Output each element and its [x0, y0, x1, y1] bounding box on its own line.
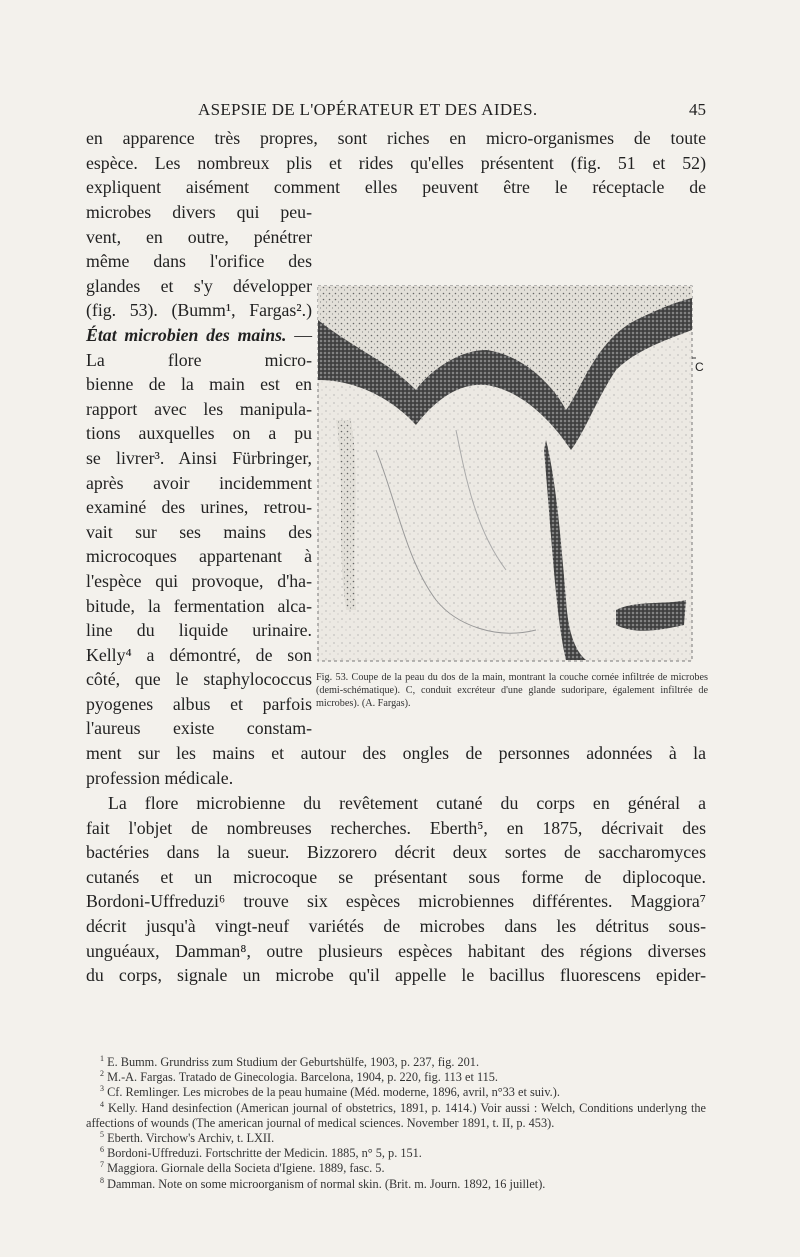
paragraph-3	[86, 791, 706, 988]
text-line: microcoques appartenant à	[86, 546, 312, 567]
text-line: pyogenes albus et parfois	[86, 693, 312, 714]
text-line: du corps, signale un microbe qu'il appelle le bacillus fluorescens epider-	[86, 965, 706, 986]
footnote	[86, 1101, 706, 1131]
skin-section-illustration	[316, 280, 696, 670]
footnote-text: Cf. Remlinger. Les microbes de la peau humaine (Méd. moderne, 1896, avril, n°33 et suiv.).	[107, 1085, 560, 1100]
text-line: bitude, la fermentation alca-	[86, 595, 312, 616]
text-line: se livrer³. Ainsi Fürbringer,	[86, 447, 312, 468]
text-line: (fig. 53). (Bumm¹, Fargas².)	[86, 300, 312, 321]
page-number: 45	[689, 100, 706, 119]
page-header	[86, 100, 706, 122]
footnote	[86, 1070, 706, 1085]
paragraph-1-wrapped	[86, 200, 312, 741]
paragraph-1-full-width	[86, 126, 706, 200]
figure-caption: Fig. 53. Coupe de la peau du dos de la main, montrant la couche cornée infiltrée de microbes (demi-schématique). C, conduit excréteur d'une glande sudoripare, également infiltrée de microbes). (A. Fargas).	[316, 672, 708, 709]
footnote-number: 4	[100, 1099, 104, 1109]
footnote-number: 8	[100, 1175, 104, 1185]
figure-skin-section	[316, 280, 708, 730]
footnotes	[86, 1055, 706, 1192]
text-line: cutanés et un microcoque se présentant sous forme de diplocoque.	[86, 866, 706, 887]
footnote-number: 1	[100, 1053, 104, 1063]
text-line: glandes et s'y développer	[86, 275, 312, 296]
footnote-number: 5	[100, 1129, 104, 1139]
text-line: La flore microbienne du revêtement cutané du corps en général a	[108, 793, 706, 813]
text-line: bienne de la main est en	[86, 374, 312, 395]
text-line: tions auxquelles on a pu	[86, 423, 312, 444]
running-title: ASEPSIE DE L'OPÉRATEUR ET DES AIDES.	[198, 100, 538, 119]
text-line: espèce. Les nombreux plis et rides qu'elles présentent (fig. 51 et 52)	[86, 152, 706, 173]
footnote	[86, 1146, 706, 1161]
text-line: expliquent aisément comment elles peuvent être le réceptacle de	[86, 177, 706, 198]
text-line: microbes divers qui peu-	[86, 202, 312, 222]
footnote-text: E. Bumm. Grundriss zum Studium der Geburtshülfe, 1903, p. 237, fig. 201.	[107, 1055, 480, 1069]
footnote-text: Damman. Note on some microorganism of normal skin. (Brit. m. Journ. 1892, 16 juillet).	[107, 1176, 546, 1191]
text-line: Kelly⁴ a démontré, de son	[86, 644, 312, 665]
footnote-number: 3	[100, 1084, 104, 1094]
text-line: décrit jusqu'à vingt-neuf variétés de microbes dans les détritus sous-	[86, 915, 706, 936]
footnote-text: Maggiora. Giornale della Societa d'Igiene. 1889, fasc. 5.	[107, 1161, 385, 1176]
text-line: en apparence très propres, sont riches en micro-organismes de toute	[86, 128, 706, 148]
footnote	[86, 1131, 706, 1146]
text-line: l'espèce qui provoque, d'ha-	[86, 570, 312, 591]
footnote-number: 6	[100, 1145, 104, 1155]
footnote-text: Kelly. Hand desinfection (American journal of obstetrics, 1891, p. 1414.) Voir aussi : Welch, Conditions underlyng the affections of wounds (The american journal of medical sciences. November 1891, t. II, p. 453).	[86, 1100, 706, 1130]
text-line: Bordoni-Uffreduzi⁶ trouve six espèces microbiennes différentes. Maggiora⁷	[86, 891, 706, 912]
footnote	[86, 1177, 706, 1192]
text-line: line du liquide urinaire.	[86, 620, 312, 641]
footnote	[86, 1055, 706, 1070]
text-line: unguéaux, Damman⁸, outre plusieurs espèces habitant des régions diverses	[86, 940, 706, 961]
section-heading: État microbien des mains.	[86, 324, 287, 345]
text-line: examiné des urines, retrou-	[86, 497, 312, 518]
text-line: même dans l'orifice des	[86, 251, 312, 272]
footnote	[86, 1161, 706, 1176]
text-line: — La flore micro-	[86, 324, 312, 370]
text-line: profession médicale.	[86, 767, 234, 788]
footnote	[86, 1085, 706, 1100]
footnote-text: Eberth. Virchow's Archiv, t. LXII.	[107, 1131, 275, 1146]
text-line: après avoir incidemment	[86, 472, 312, 493]
paragraph-2-full-width	[86, 741, 706, 790]
paragraph-2-first-line	[86, 323, 312, 372]
footnote-number: 7	[100, 1160, 104, 1170]
footnote-text: Bordoni-Uffreduzi. Fortschritte der Medicin. 1885, n° 5, p. 151.	[107, 1146, 422, 1161]
text-line: vent, en outre, pénétrer	[86, 226, 312, 247]
footnote-number: 2	[100, 1069, 104, 1079]
text-line: côté, que le staphylococcus	[86, 669, 312, 690]
text-line: fait l'objet de nombreuses recherches. Eberth⁵, en 1875, décrivait des	[86, 817, 706, 838]
footnote-text: M.-A. Fargas. Tratado de Ginecologia. Barcelona, 1904, p. 220, fig. 113 et 115.	[107, 1070, 499, 1085]
text-line: vait sur ses mains des	[86, 521, 312, 542]
text-line: rapport avec les manipula-	[86, 398, 312, 419]
text-line: bactéries dans la sueur. Bizzorero décrit deux sortes de saccharomyces	[86, 842, 706, 863]
figure-label-c: C	[695, 360, 704, 374]
text-line: ment sur les mains et autour des ongles de personnes adonnées à la	[86, 743, 706, 763]
text-line: l'aureus existe constam-	[86, 718, 312, 739]
